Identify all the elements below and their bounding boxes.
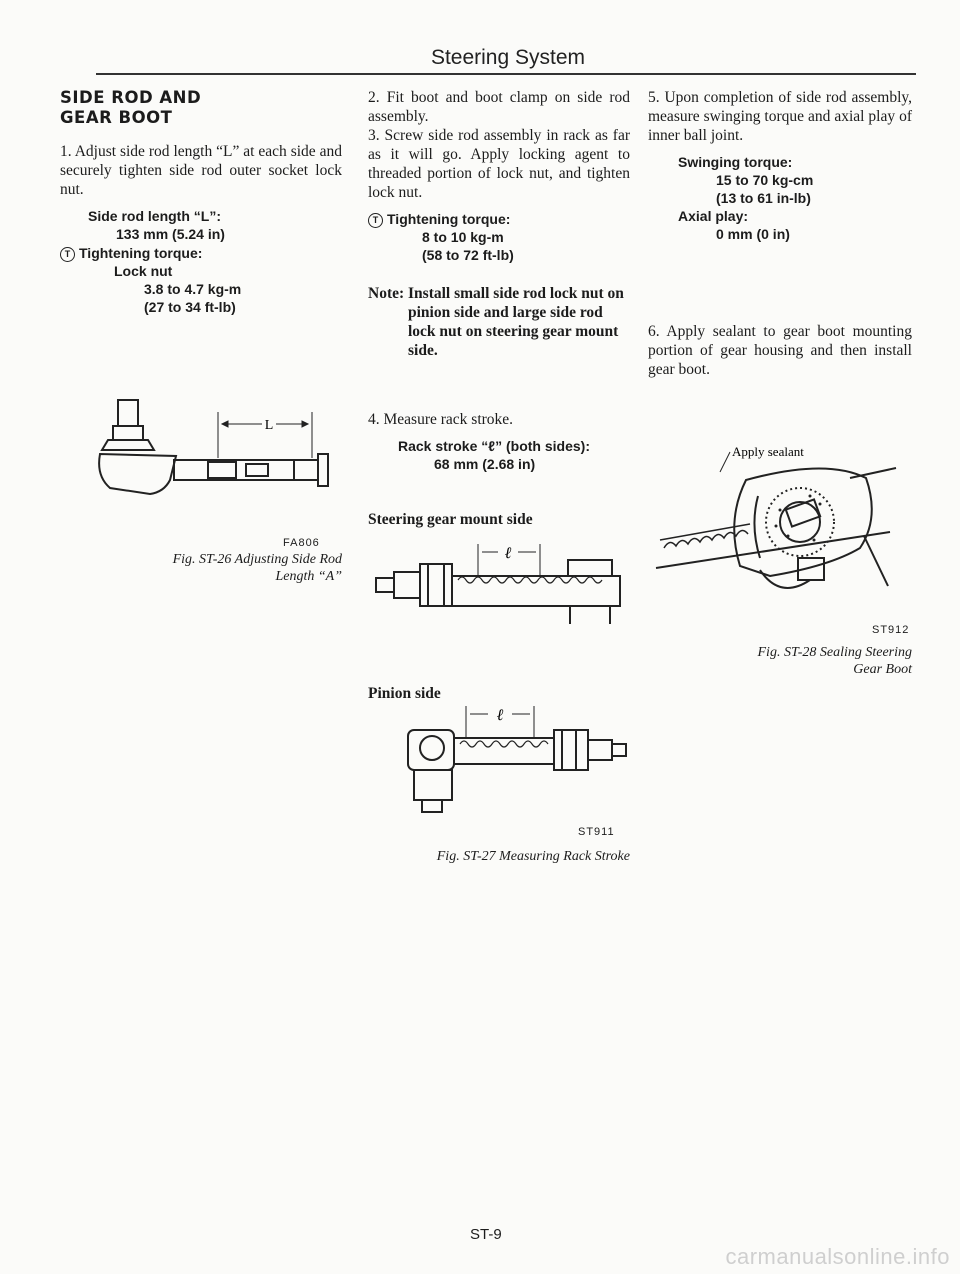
left-column — [60, 88, 342, 316]
spec-swing-label: Swinging torque: — [678, 154, 793, 170]
note-lock-nut: Note: Install small side rod lock nut on pinion side and large side rod lock nut on steering gear mount side. — [368, 285, 624, 359]
spec-rack-value: 68 mm (2.68 in) — [434, 456, 536, 472]
spec-torque-row-middle — [368, 210, 630, 228]
figure-st27-pinion-side-drawing — [400, 700, 630, 820]
spec-block-side-rod — [60, 207, 342, 243]
torque-icon: T — [368, 213, 383, 228]
spec-lock-nut-label: Lock nut — [114, 263, 173, 279]
figure-st27-caption: Fig. ST-27 Measuring Rack Stroke — [436, 849, 630, 864]
step-6-text: 6. Apply sealant to gear boot mounting portion of gear housing and then install gear boot. — [648, 323, 912, 378]
spec-torque-label: Tightening torque: — [79, 245, 203, 261]
figure-st28-caption: Fig. ST-28 Sealing Steering Gear Boot — [757, 645, 912, 677]
section-title-side-rod: SIDE ROD AND GEAR BOOT — [60, 88, 202, 127]
figure-label-apply-sealant: Apply sealant — [732, 444, 804, 459]
header-rule — [96, 73, 916, 75]
figure-st27-mount-side-drawing — [370, 540, 626, 640]
watermark-text: carmanualsonline.info — [725, 1244, 950, 1269]
step-2-text: 2. Fit boot and boot clamp on side rod assembly. — [368, 89, 630, 125]
figure-st28-code: ST912 — [872, 624, 910, 636]
spec-side-rod-value: 133 mm (5.24 in) — [116, 226, 225, 242]
spec-side-rod-label: Side rod length “L”: — [88, 208, 221, 224]
spec-lock-nut-imperial: (27 to 34 ft-lb) — [144, 299, 236, 315]
spec-lock-nut-metric: 3.8 to 4.7 kg-m — [144, 281, 242, 297]
spec-rack-label: Rack stroke “ℓ” (both sides): — [398, 438, 590, 454]
spec-torque-metric-middle: 8 to 10 kg-m — [422, 229, 504, 245]
torque-icon: T — [60, 247, 75, 262]
spec-axial-label: Axial play: — [678, 208, 749, 224]
right-column — [648, 88, 912, 243]
spec-torque-label-middle: Tightening torque: — [387, 211, 511, 227]
step-5-text: 5. Upon completion of side rod assembly, measure swinging torque and axial play of inner ball joint. — [648, 89, 912, 144]
spec-swing-metric: 15 to 70 kg-cm — [716, 172, 814, 188]
page-number: ST-9 — [470, 1226, 502, 1243]
figure-st27-code: ST911 — [578, 826, 615, 838]
figure-st28-gear-boot-drawing — [650, 440, 912, 610]
figure-label-l-upper: ℓ — [504, 545, 512, 562]
figure-label-pinion-side: Pinion side — [368, 685, 441, 702]
figure-st26-caption: Fig. ST-26 Adjusting Side Rod Length “A” — [172, 552, 342, 584]
step-4-text: 4. Measure rack stroke. — [368, 411, 514, 428]
spec-axial-value: 0 mm (0 in) — [716, 226, 790, 242]
middle-step-4-block — [368, 410, 630, 473]
figure-st26-side-rod-drawing — [88, 398, 348, 508]
spec-torque-imperial-middle: (58 to 72 ft-lb) — [422, 247, 514, 263]
step-1-text: 1. Adjust side rod length “L” at each side and securely tighten side rod outer socket lock nut. — [60, 143, 342, 198]
figure-label-L: L — [264, 418, 274, 433]
figure-label-mount-side: Steering gear mount side — [368, 511, 533, 528]
figure-label-l-lower: ℓ — [496, 707, 504, 724]
spec-swing-imperial: (13 to 61 in-lb) — [716, 190, 811, 206]
spec-torque-row — [60, 244, 342, 262]
page-header-title: Steering System — [430, 46, 586, 69]
figure-st26-code: FA806 — [283, 537, 320, 549]
step-3-text: 3. Screw side rod assembly in rack as far as it will go. Apply locking agent to threaded portion of lock nut, and tighten lock nut. — [368, 127, 630, 201]
middle-column — [368, 88, 630, 360]
